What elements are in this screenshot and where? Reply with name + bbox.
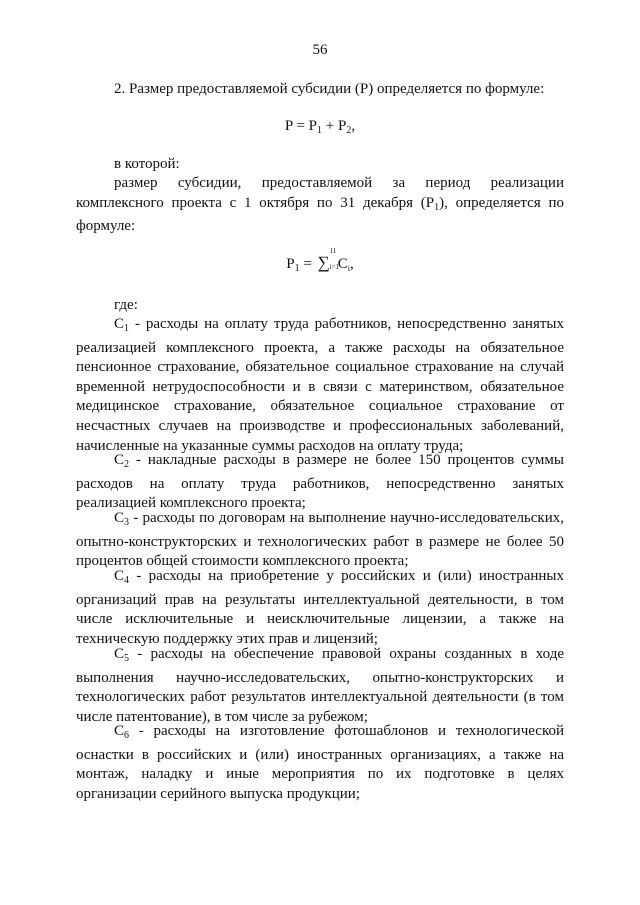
item-2-text: 2. Размер предоставляемой субсидии (P) определяется по формуле: (114, 81, 545, 97)
item-2-paragraph (76, 80, 564, 100)
formula-sub-2: 2 (346, 125, 352, 136)
formula-p1-sum (0, 247, 640, 278)
formula-tail: , (351, 118, 356, 134)
item-c5-text: - расходы на обеспечение правовой охраны созданных в ходе выполнения научно-исследовательских, опытно-конструкторских и технологических работ результатов интеллектуальной деятельности (в том числе патентование), в том числе за рубежом; (76, 646, 564, 725)
v-kotoroi-paragraph (76, 155, 564, 175)
razmer-sub: 1 (434, 201, 440, 213)
razmer-text-b: ), определяется по формуле: (76, 194, 565, 235)
item-c5-sub: 5 (124, 653, 130, 664)
formula-lhs: P = P (284, 118, 318, 134)
item-c6-text: - расходы на изготовление фотошаблонов и технологической оснастки в российских и (или) иностранных организациях, а также на монтаж, наладку и иные мероприятия по их подготовке в целях организации серийного выпуска продукции; (76, 723, 564, 802)
item-c2-sub: 2 (124, 459, 130, 470)
sigma-symbol (317, 247, 339, 272)
sigma-upper-limit: 11 (329, 247, 337, 255)
razmer-text-a: размер субсидии, предоставляемой за период реализации комплексного проекта с 1 октября по 31 декабря (P (76, 175, 564, 211)
item-c2 (76, 451, 564, 514)
gde-text: где: (114, 297, 138, 313)
formula2-lhs: P (286, 256, 295, 272)
formula2-tail: , (349, 256, 354, 272)
item-c3-text: - расходы по договорам на выполнение научно-исследовательских, опытно-конструкторских и технологических работ в размере не более 50 процентов общей стоимости комплексного проекта; (76, 510, 564, 570)
item-c6-letter: C (114, 723, 125, 739)
sum-term (338, 256, 350, 272)
item-c3-sub: 3 (124, 517, 130, 528)
razmer-paragraph (76, 174, 564, 237)
item-c1 (76, 315, 564, 456)
formula-plus: + P (322, 118, 347, 134)
sigma-lower-limit: i=1 (329, 263, 339, 271)
item-c1-sub: 1 (124, 323, 130, 334)
formula-subsidy-total (0, 117, 640, 140)
sum-term-letter: C (337, 256, 348, 272)
item-c4-text: - расходы на приобретение у российских и (или) иностранных организаций прав на результаты интеллектуальной деятельности, в том числе исключительные и неисключительные лицензии, а также на техническую поддержку этих прав и лицензий; (76, 568, 564, 647)
item-c4 (76, 567, 564, 649)
item-c5-letter: C (114, 646, 125, 662)
sigma-glyph: ∑ (317, 253, 330, 272)
formula2-eq: = (299, 256, 316, 272)
item-c2-text: - накладные расходы в размере не более 150 процентов суммы расходов на оплату труда работников, непосредственно занятых реализацией комплексного проекта; (76, 452, 564, 512)
item-c1-letter: C (114, 316, 125, 332)
page-number: 56 (312, 42, 328, 58)
item-c6 (76, 722, 564, 804)
item-c3-letter: C (114, 510, 125, 526)
item-c4-letter: C (114, 568, 125, 584)
formula-sub-1: 1 (317, 125, 323, 136)
sum-term-sub: i (347, 264, 350, 273)
v-kotoroi-text: в которой: (114, 156, 180, 172)
item-c1-text: - расходы на оплату труда работников, непосредственно занятых реализацией комплексного проекта, а также расходы на обязательное пенсионное страхование, обязательное социальное страхование на случай временной нетрудоспособности и в связи с материнством, обязательное медицинское страхование, обязательное социальное страхование от несчастных случаев на производстве и профессиональных заболеваний, начисленные на указанные суммы расходов на оплату труда; (76, 316, 564, 454)
item-c6-sub: 6 (124, 730, 130, 741)
gde-paragraph (76, 296, 564, 316)
formula2-lhs-sub: 1 (294, 263, 300, 274)
item-c3 (76, 509, 564, 572)
item-c4-sub: 4 (124, 575, 130, 586)
item-c2-letter: C (114, 452, 125, 468)
item-c5 (76, 645, 564, 727)
